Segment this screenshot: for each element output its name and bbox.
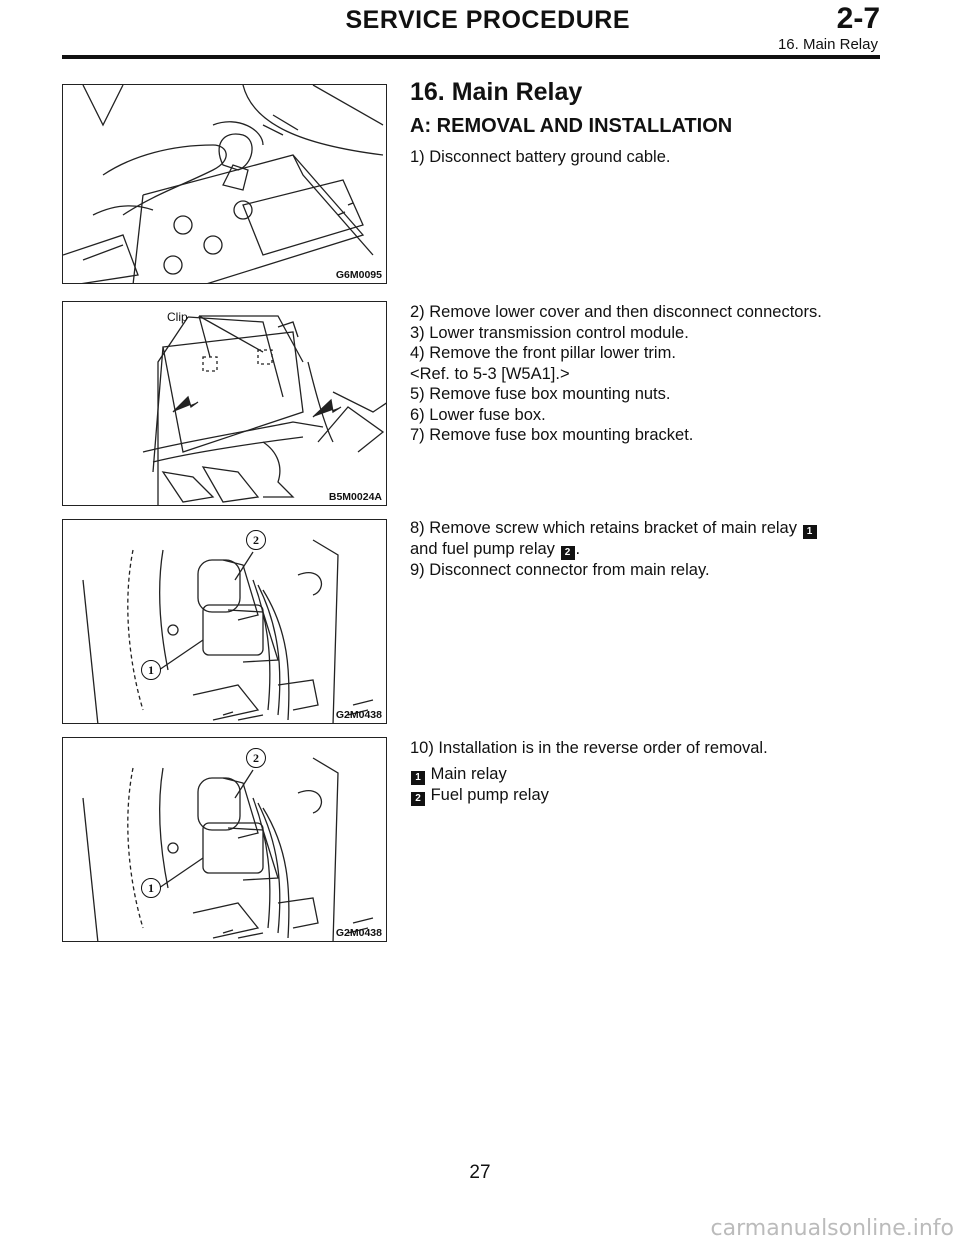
figure-code: G2M0438 (335, 927, 382, 939)
step-10: 10) Installation is in the reverse order of removal. (410, 739, 768, 757)
legend-label: Main relay (430, 764, 507, 783)
step-2: 2) Remove lower cover and then disconnect connectors. (410, 303, 822, 321)
step-8-end: . (575, 540, 581, 558)
step-3: 3) Lower transmission control module. (410, 323, 689, 342)
step-8-line-1 (410, 518, 885, 539)
steps-2-7 (410, 302, 885, 446)
step-1: 1) Disconnect battery ground cable. (410, 148, 671, 166)
header-section-number: 2-7 (836, 2, 880, 35)
figure-fuse-box (62, 301, 387, 506)
step-8-line-2 (410, 539, 885, 560)
page-number: 27 (469, 1162, 491, 1183)
header-title: SERVICE PROCEDURE (345, 6, 630, 34)
watermark: carmanualsonline.info (710, 1216, 954, 1241)
step-6: 6) Lower fuse box. (410, 405, 546, 424)
steps-8-9 (410, 518, 885, 581)
figure-code: B5M0024A (328, 491, 382, 503)
header-subtitle: 16. Main Relay (777, 36, 878, 53)
battery-illustration (63, 85, 387, 284)
step-10-legend (410, 738, 885, 806)
ref-number-fuel-pump-relay: 2 (561, 546, 575, 560)
relay-illustration (63, 520, 387, 724)
callout-main-relay: 1 (141, 878, 161, 898)
section-heading: 16. Main Relay (410, 78, 583, 106)
step-5: 5) Remove fuse box mounting nuts. (410, 385, 671, 403)
step-8-text-b: and fuel pump relay (410, 540, 555, 558)
step-7: 7) Remove fuse box mounting bracket. (410, 426, 694, 444)
legend-label: Fuel pump relay (430, 785, 549, 804)
clip-label: Clip (167, 310, 188, 324)
figure-code: G2M0438 (335, 709, 382, 721)
figure-battery-ground-cable (62, 84, 387, 284)
callout-fuel-pump-relay: 2 (246, 530, 266, 550)
callout-main-relay: 1 (141, 660, 161, 680)
step-4: 4) Remove the front pillar lower trim. (410, 344, 676, 362)
figure-code: G6M0095 (335, 269, 382, 281)
page-header (0, 0, 960, 64)
figure-relays-removal (62, 519, 387, 724)
relay-illustration (63, 738, 387, 942)
header-rule (62, 55, 880, 59)
section-intro (410, 78, 885, 168)
step-8-text-a: 8) Remove screw which retains bracket of main relay (410, 519, 797, 537)
legend-number: 2 (411, 792, 425, 806)
fuse-box-illustration (63, 302, 387, 506)
step-4-reference: <Ref. to 5-3 [W5A1].> (410, 364, 570, 383)
section-subheading: A: REMOVAL AND INSTALLATION (410, 115, 733, 137)
figure-relays-installation (62, 737, 387, 942)
legend-number: 1 (411, 771, 425, 785)
step-9: 9) Disconnect connector from main relay. (410, 561, 710, 579)
legend-item-main-relay (410, 764, 885, 785)
ref-number-main-relay: 1 (803, 525, 817, 539)
legend-item-fuel-pump-relay (410, 785, 885, 806)
callout-fuel-pump-relay: 2 (246, 748, 266, 768)
